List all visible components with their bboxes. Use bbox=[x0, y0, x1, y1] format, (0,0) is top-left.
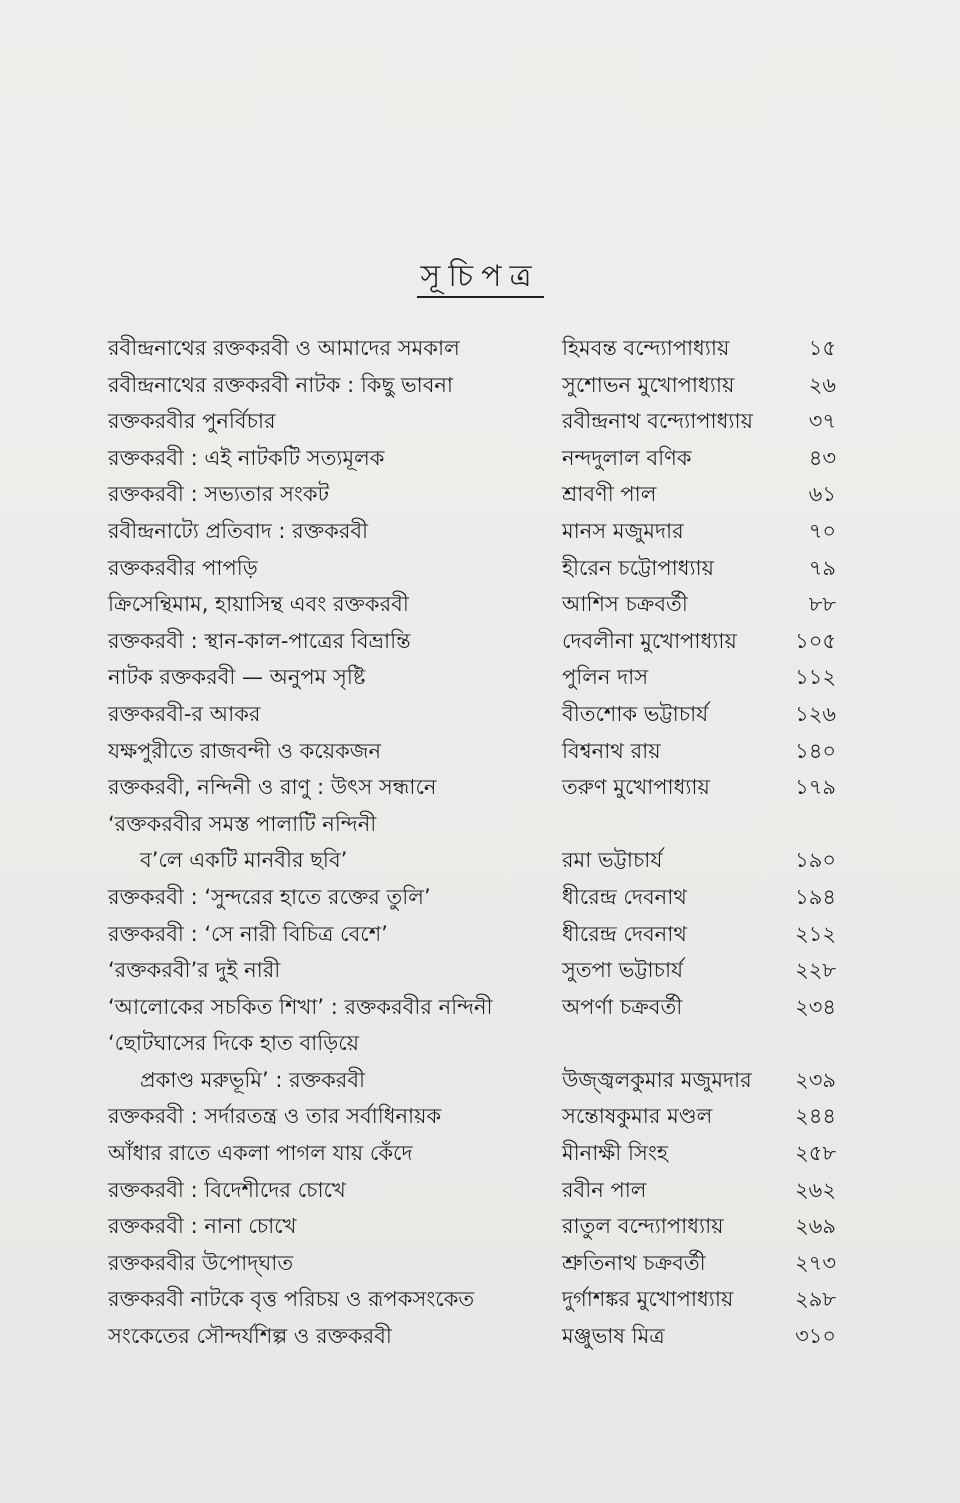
page-title bbox=[0, 252, 960, 303]
toc-entry-title: ‘রক্তকরবী’র দুই নারী bbox=[108, 958, 281, 983]
toc-entry bbox=[0, 916, 960, 953]
toc-entry-author: সন্তোষকুমার মণ্ডল bbox=[562, 1104, 713, 1129]
toc-entry-author: পুলিন দাস bbox=[562, 665, 649, 690]
toc-entry bbox=[0, 1281, 960, 1318]
toc-entry-title: রক্তকরবী : স্থান-কাল-পাত্রের বিভ্রান্তি bbox=[108, 628, 411, 653]
toc-entry-author: আশিস চক্রবর্তী bbox=[562, 592, 688, 617]
toc-entry-title: রক্তকরবী-র আকর bbox=[108, 701, 261, 726]
toc-entry-title: ব’লে একটি মানবীর ছবি’ bbox=[140, 848, 348, 873]
toc-entry-page: ৮৮ bbox=[808, 592, 836, 617]
toc-entry-page: ২৫৮ bbox=[795, 1141, 836, 1166]
toc-entry-title: রক্তকরবী : ‘সে নারী বিচিত্র বেশে’ bbox=[108, 921, 388, 946]
toc-entry bbox=[0, 733, 960, 770]
toc-entry-page: ৭৯ bbox=[808, 555, 836, 580]
toc-entry-author: সুতপা ভট্টাচার্য bbox=[562, 958, 684, 983]
toc-entry-page: ২১২ bbox=[795, 921, 836, 946]
toc-entry-author: রাতুল বন্দ্যোপাধ্যায় bbox=[562, 1214, 724, 1239]
toc-entry-title: রক্তকরবী : বিদেশীদের চোখে bbox=[108, 1177, 346, 1202]
toc-entry-page: ৩১০ bbox=[795, 1324, 836, 1349]
toc-entry-author: তরুণ মুখোপাধ্যায় bbox=[562, 775, 710, 800]
toc-entry-title: রক্তকরবী নাটকে বৃত্ত পরিচয় ও রূপকসংকেত bbox=[108, 1287, 475, 1312]
toc-entry bbox=[0, 1318, 960, 1355]
toc-entry-page: ২৭৩ bbox=[795, 1250, 836, 1275]
toc-entry-author: বীতশোক ভট্টাচার্য bbox=[562, 701, 709, 726]
toc-entry-author: দেবলীনা মুখোপাধ্যায় bbox=[562, 628, 737, 653]
toc-entry-author: মীনাক্ষী সিংহ bbox=[562, 1141, 668, 1166]
toc-entry bbox=[0, 952, 960, 989]
toc-entry-title: আঁধার রাতে একলা পাগল যায় কেঁদে bbox=[108, 1141, 413, 1166]
toc-entry-title: ক্রিসেন্থিমাম, হায়াসিন্থ এবং রক্তকরবী bbox=[108, 592, 409, 617]
toc-entry-page: ২৬৯ bbox=[795, 1214, 836, 1239]
toc-entry-title: রক্তকরবীর পুনর্বিচার bbox=[108, 409, 276, 434]
toc-entry-title: রক্তকরবী : সভ্যতার সংকট bbox=[108, 482, 330, 507]
toc-entry-author: মানস মজুমদার bbox=[562, 518, 684, 543]
toc-entry-title: রক্তকরবীর পাপড়ি bbox=[108, 555, 258, 580]
page-title-text: সূচিপত্র bbox=[417, 259, 544, 298]
toc-entry-title: রক্তকরবী : নানা চোখে bbox=[108, 1214, 297, 1239]
toc-entry-title: যক্ষপুরীতে রাজবন্দী ও কয়েকজন bbox=[108, 738, 382, 763]
toc-entry-author: ধীরেন্দ্র দেবনাথ bbox=[562, 884, 687, 909]
toc-entry bbox=[0, 806, 960, 843]
toc-entry-page: ৪৩ bbox=[808, 445, 836, 470]
toc-entry-author: সুশোভন মুখোপাধ্যায় bbox=[562, 372, 735, 397]
toc-entry bbox=[0, 550, 960, 587]
toc-entry bbox=[0, 367, 960, 404]
toc-entry-page: ১৯০ bbox=[795, 848, 836, 873]
toc-entry-title: ‘আলোকের সচকিত শিখা’ : রক্তকরবীর নন্দিনী bbox=[108, 994, 493, 1019]
toc-entry-page: ১৪০ bbox=[795, 738, 836, 763]
toc-entry bbox=[0, 1135, 960, 1172]
toc-entry-page: ২৬২ bbox=[795, 1177, 836, 1202]
toc-entry-author: রবীন্দ্রনাথ বন্দ্যোপাধ্যায় bbox=[562, 409, 753, 434]
toc-entry bbox=[0, 879, 960, 916]
toc-entry bbox=[0, 1172, 960, 1209]
toc-entry-title: রক্তকরবীর উপোদ্‌ঘাত bbox=[108, 1250, 294, 1275]
toc-entry-author: মঞ্জুভাষ মিত্র bbox=[562, 1324, 665, 1349]
toc-entry-author: উজ্জ্বলকুমার মজুমদার bbox=[562, 1067, 752, 1092]
toc-entry-page: ২৩৯ bbox=[795, 1067, 836, 1092]
toc-entry bbox=[0, 696, 960, 733]
toc-entry bbox=[0, 330, 960, 367]
toc-entry-page: ১২৬ bbox=[795, 701, 836, 726]
toc-entry bbox=[0, 842, 960, 879]
toc-entry bbox=[0, 403, 960, 440]
toc-entry-author: হিমবন্ত বন্দ্যোপাধ্যায় bbox=[562, 336, 730, 360]
toc-entry bbox=[0, 1025, 960, 1062]
toc-entry bbox=[0, 1062, 960, 1099]
table-of-contents bbox=[0, 330, 960, 1355]
toc-entry bbox=[0, 1098, 960, 1135]
toc-entry-author: অপর্ণা চক্রবর্তী bbox=[562, 994, 683, 1019]
toc-entry-page: ২৯৮ bbox=[795, 1287, 836, 1312]
toc-entry-author: দুর্গাশঙ্কর মুখোপাধ্যায় bbox=[562, 1287, 734, 1312]
toc-entry-author: নন্দদুলাল বণিক bbox=[562, 445, 692, 470]
toc-entry bbox=[0, 476, 960, 513]
toc-entry-page: ১০৫ bbox=[795, 628, 836, 653]
toc-entry-title: রক্তকরবী : এই নাটকটি সত্যমূলক bbox=[108, 445, 385, 470]
toc-entry-page: ২২৮ bbox=[795, 958, 836, 983]
toc-entry-title: রবীন্দ্রনাট্যে প্রতিবাদ : রক্তকরবী bbox=[108, 518, 369, 543]
toc-entry-author: রবীন পাল bbox=[562, 1177, 647, 1202]
toc-entry bbox=[0, 586, 960, 623]
toc-entry bbox=[0, 513, 960, 550]
toc-entry-page: ৭০ bbox=[808, 518, 836, 543]
toc-entry-page: ৩৭ bbox=[808, 409, 836, 434]
toc-entry bbox=[0, 769, 960, 806]
toc-entry-title: ‘ছোটঘাসের দিকে হাত বাড়িয়ে bbox=[108, 1031, 360, 1056]
toc-entry-title: রবীন্দ্রনাথের রক্তকরবী ও আমাদের সমকাল bbox=[108, 336, 460, 360]
toc-entry-author: শ্রুতিনাথ চক্রবর্তী bbox=[562, 1250, 706, 1275]
toc-entry-page: ১১২ bbox=[795, 665, 836, 690]
toc-entry-page: ১৫ bbox=[808, 336, 836, 360]
toc-entry bbox=[0, 989, 960, 1026]
toc-entry-title: সংকেতের সৌন্দর্যশিল্প ও রক্তকরবী bbox=[108, 1324, 392, 1349]
toc-entry bbox=[0, 623, 960, 660]
toc-entry-author: বিশ্বনাথ রায় bbox=[562, 738, 661, 763]
toc-entry-author: হীরেন চট্টোপাধ্যায় bbox=[562, 555, 715, 580]
toc-entry-author: শ্রাবণী পাল bbox=[562, 482, 657, 507]
toc-entry bbox=[0, 659, 960, 696]
toc-entry-title: রক্তকরবী, নন্দিনী ও রাণু : উৎস সন্ধানে bbox=[108, 775, 437, 800]
toc-entry-title: ‘রক্তকরবীর সমস্ত পালাটি নন্দিনী bbox=[108, 811, 377, 836]
toc-entry bbox=[0, 1208, 960, 1245]
toc-entry-page: ২৪৪ bbox=[795, 1104, 836, 1129]
toc-entry-title: রবীন্দ্রনাথের রক্তকরবী নাটক : কিছু ভাবনা bbox=[108, 372, 454, 397]
toc-entry-author: রমা ভট্টাচার্য bbox=[562, 848, 663, 873]
toc-entry-title: রক্তকরবী : ‘সুন্দরের হাতে রক্তের তুলি’ bbox=[108, 884, 431, 909]
toc-entry bbox=[0, 440, 960, 477]
toc-entry-author: ধীরেন্দ্র দেবনাথ bbox=[562, 921, 687, 946]
toc-entry-title: নাটক রক্তকরবী — অনুপম সৃষ্টি bbox=[108, 665, 366, 690]
toc-entry-page: ২৬ bbox=[808, 372, 836, 397]
toc-entry-title: রক্তকরবী : সর্দারতন্ত্র ও তার সর্বাধিনায়ক bbox=[108, 1104, 442, 1129]
toc-entry-title: প্রকাণ্ড মরুভূমি’ : রক্তকরবী bbox=[140, 1067, 366, 1092]
toc-entry-page: ২৩৪ bbox=[795, 994, 836, 1019]
toc-entry bbox=[0, 1245, 960, 1282]
toc-entry-page: ১৯৪ bbox=[795, 884, 836, 909]
toc-entry-page: ১৭৯ bbox=[795, 775, 836, 800]
toc-entry-page: ৬১ bbox=[808, 482, 836, 507]
